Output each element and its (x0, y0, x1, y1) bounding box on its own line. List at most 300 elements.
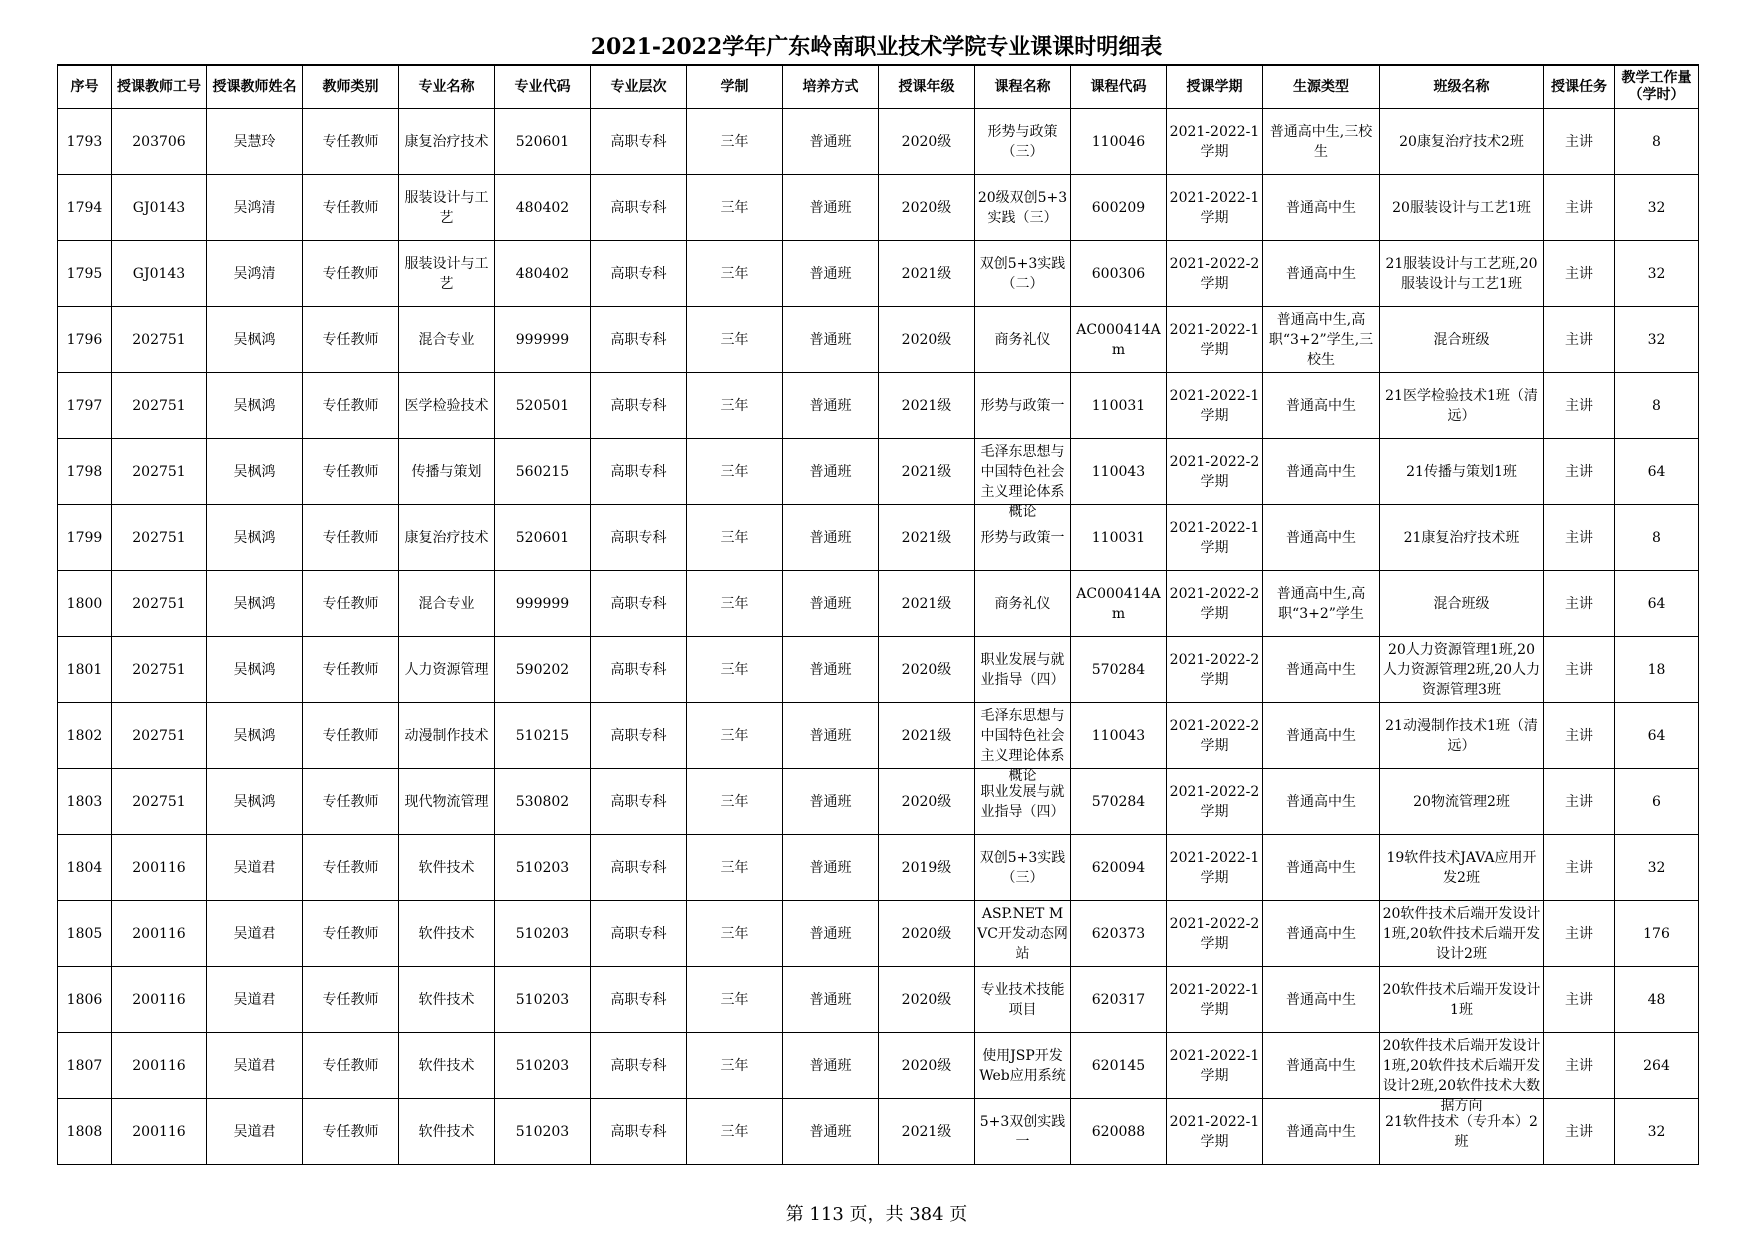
cell-duration (687, 703, 783, 769)
cell-teacher-name (207, 1099, 303, 1165)
cell-text: 510203 (515, 925, 570, 942)
cell-text: 1807 (66, 1057, 103, 1074)
cell-semester (1167, 439, 1263, 505)
cell-workload (1615, 769, 1699, 835)
cell-duration (687, 967, 783, 1033)
table-row (58, 439, 1699, 505)
cell-text: 形势与政策（三） (987, 123, 1058, 160)
cell-task (1544, 901, 1615, 967)
cell-text: 混合班级 (1433, 595, 1490, 612)
cell-teacher-name (207, 835, 303, 901)
cell-text: 高职专科 (610, 991, 667, 1008)
cell-teacher-name (207, 307, 303, 373)
cell-text: 2020级 (901, 991, 952, 1008)
cell-grade (879, 505, 975, 571)
cell-semester (1167, 109, 1263, 175)
cell-text: 2021级 (901, 397, 952, 414)
cell-course-code (1071, 571, 1167, 637)
cell-text: 高职专科 (610, 925, 667, 942)
cell-text: 高职专科 (610, 727, 667, 744)
cell-major-code (495, 967, 591, 1033)
cell-teacher-id (112, 373, 207, 439)
cell-major-name (399, 241, 495, 307)
cell-semester (1167, 1099, 1263, 1165)
table-row (58, 703, 1699, 769)
cell-text: 2021-2022-2学期 (1169, 915, 1260, 952)
cell-text: 1793 (66, 133, 103, 150)
cell-text: 2021-2022-2学期 (1169, 255, 1260, 292)
cell-teacher-name (207, 175, 303, 241)
cell-text: 康复治疗技术 (404, 133, 489, 150)
table-row (58, 769, 1699, 835)
cell-task (1544, 637, 1615, 703)
cell-duration (687, 571, 783, 637)
cell-teacher-id (112, 967, 207, 1033)
cell-student-source (1263, 769, 1380, 835)
cell-text: 三年 (720, 529, 749, 546)
cell-text: 1808 (66, 1123, 103, 1140)
cell-text: 专任教师 (322, 463, 379, 480)
cell-course-code (1071, 1033, 1167, 1099)
cell-text: 32 (1647, 859, 1666, 876)
cell-text: 18 (1647, 661, 1666, 678)
cell-text: 普通高中生,高职“3+2”学生,三校生 (1268, 311, 1374, 368)
cell-text: 三年 (720, 397, 749, 414)
cell-workload (1615, 439, 1699, 505)
table-row (58, 571, 1699, 637)
cell-text: 510203 (515, 859, 570, 876)
header-col-training-mode: 培养方式 (783, 65, 879, 109)
cell-class-name (1380, 241, 1544, 307)
cell-text: 202751 (132, 595, 186, 612)
cell-text: 2020级 (901, 331, 952, 348)
cell-text: 普通高中生 (1286, 661, 1356, 678)
cell-teacher-name (207, 571, 303, 637)
cell-text: 形势与政策一 (980, 529, 1065, 546)
cell-task (1544, 439, 1615, 505)
cell-duration (687, 505, 783, 571)
cell-workload (1615, 175, 1699, 241)
cell-major-code (495, 835, 591, 901)
cell-text: 6 (1652, 793, 1661, 810)
cell-text: 普通班 (809, 859, 852, 876)
cell-text: 普通高中生 (1286, 1057, 1356, 1074)
cell-text: 110043 (1091, 463, 1146, 480)
cell-text: 20人力资源管理1班,20人力资源管理2班,20人力资源管理3班 (1382, 641, 1541, 698)
cell-text: 202751 (132, 661, 186, 678)
cell-semester (1167, 505, 1263, 571)
cell-level (591, 1099, 687, 1165)
cell-text: 1797 (66, 397, 103, 414)
cell-course-code (1071, 373, 1167, 439)
cell-teacher-type (303, 307, 399, 373)
cell-training-mode (783, 901, 879, 967)
cell-text: 软件技术 (418, 991, 475, 1008)
cell-text: 普通高中生 (1286, 397, 1356, 414)
cell-text: 普通班 (809, 1057, 852, 1074)
cell-workload (1615, 241, 1699, 307)
cell-text: 主讲 (1565, 529, 1593, 546)
cell-student-source (1263, 1033, 1380, 1099)
cell-text: 2021-2022-1学期 (1169, 849, 1260, 886)
header-col-workload: 教学工作量（学时） (1615, 65, 1699, 109)
cell-text: 普通班 (809, 991, 852, 1008)
cell-text: 620373 (1091, 925, 1146, 942)
cell-training-mode (783, 241, 879, 307)
cell-training-mode (783, 175, 879, 241)
cell-text: 202751 (132, 529, 186, 546)
cell-student-source (1263, 373, 1380, 439)
cell-student-source (1263, 571, 1380, 637)
cell-teacher-id (112, 637, 207, 703)
cell-text: 620317 (1091, 991, 1146, 1008)
cell-text: 商务礼仪 (994, 331, 1051, 348)
cell-text: 专任教师 (322, 925, 379, 942)
cell-text: 专任教师 (322, 397, 379, 414)
cell-text: 普通高中生 (1286, 265, 1356, 282)
cell-text: 32 (1647, 331, 1666, 348)
cell-course-name (975, 835, 1071, 901)
cell-text: 510215 (515, 727, 570, 744)
cell-text: 2020级 (901, 793, 952, 810)
cell-text: 混合专业 (418, 331, 475, 348)
cell-text: 64 (1647, 595, 1666, 612)
cell-text: 202751 (132, 331, 186, 348)
cell-text: 2021级 (901, 265, 952, 282)
cell-text: 570284 (1091, 661, 1146, 678)
cell-text: 480402 (515, 265, 570, 282)
cell-teacher-type (303, 571, 399, 637)
cell-text: 双创5+3实践（二） (979, 255, 1066, 292)
cell-duration (687, 637, 783, 703)
cell-text: 2020级 (901, 1057, 952, 1074)
cell-teacher-type (303, 439, 399, 505)
cell-text: 三年 (720, 595, 749, 612)
cell-course-name (975, 703, 1071, 784)
cell-student-source (1263, 109, 1380, 175)
cell-text: 20服装设计与工艺1班 (1392, 199, 1531, 216)
cell-major-name (399, 175, 495, 241)
cell-training-mode (783, 769, 879, 835)
table-row (58, 373, 1699, 439)
cell-text: 1798 (66, 463, 103, 480)
cell-text: 混合专业 (418, 595, 475, 612)
cell-grade (879, 967, 975, 1033)
table-row (58, 637, 1699, 703)
cell-teacher-type (303, 637, 399, 703)
cell-text: 专任教师 (322, 133, 379, 150)
cell-course-name (975, 175, 1071, 241)
cell-text: 专任教师 (322, 991, 379, 1008)
cell-student-source (1263, 703, 1380, 769)
cell-text: 高职专科 (610, 265, 667, 282)
cell-text: 200116 (132, 925, 186, 942)
cell-text: 620094 (1091, 859, 1146, 876)
cell-text: 2021级 (901, 529, 952, 546)
cell-text: GJ0143 (132, 265, 186, 282)
cell-major-code (495, 571, 591, 637)
cell-teacher-id (112, 901, 207, 967)
cell-text: 软件技术 (418, 1123, 475, 1140)
cell-grade (879, 109, 975, 175)
cell-seq (58, 241, 112, 307)
cell-text: 吴道君 (233, 925, 276, 942)
cell-text: 吴鸿清 (233, 199, 276, 216)
cell-major-code (495, 637, 591, 703)
cell-duration (687, 241, 783, 307)
cell-course-code (1071, 505, 1167, 571)
cell-seq (58, 505, 112, 571)
cell-grade (879, 901, 975, 967)
cell-text: 主讲 (1565, 463, 1593, 480)
cell-text: 普通班 (809, 397, 852, 414)
cell-text: 吴枫鸿 (233, 397, 276, 414)
cell-duration (687, 901, 783, 967)
cell-semester (1167, 637, 1263, 703)
header-col-seq: 序号 (58, 65, 112, 109)
table-row (58, 835, 1699, 901)
cell-training-mode (783, 373, 879, 439)
cell-text: 高职专科 (610, 199, 667, 216)
cell-duration (687, 373, 783, 439)
cell-text: 主讲 (1565, 727, 1593, 744)
cell-text: 专任教师 (322, 529, 379, 546)
cell-text: 32 (1647, 199, 1666, 216)
cell-course-name (975, 373, 1071, 439)
cell-text: 三年 (720, 133, 749, 150)
cell-text: 21传播与策划1班 (1406, 463, 1517, 480)
cell-text: 21软件技术（专升本）2班 (1385, 1113, 1538, 1150)
cell-text: 2021-2022-1学期 (1169, 981, 1260, 1018)
cell-task (1544, 769, 1615, 835)
cell-text: 202751 (132, 793, 186, 810)
cell-teacher-type (303, 109, 399, 175)
cell-text: 专任教师 (322, 727, 379, 744)
cell-workload (1615, 901, 1699, 967)
cell-training-mode (783, 835, 879, 901)
cell-level (591, 637, 687, 703)
cell-text: 200116 (132, 1057, 186, 1074)
cell-text: 吴枫鸿 (233, 727, 276, 744)
cell-text: 普通班 (809, 793, 852, 810)
table-row (58, 175, 1699, 241)
cell-task (1544, 109, 1615, 175)
cell-text: 医学检验技术 (404, 397, 489, 414)
cell-training-mode (783, 505, 879, 571)
cell-semester (1167, 373, 1263, 439)
cell-grade (879, 637, 975, 703)
cell-text: 传播与策划 (411, 463, 482, 480)
cell-text: 202751 (132, 397, 186, 414)
cell-teacher-id (112, 703, 207, 769)
cell-duration (687, 769, 783, 835)
cell-text: 专任教师 (322, 859, 379, 876)
table-row (58, 901, 1699, 967)
cell-course-code (1071, 769, 1167, 835)
cell-level (591, 175, 687, 241)
cell-major-code (495, 109, 591, 175)
cell-text: 吴枫鸿 (233, 661, 276, 678)
cell-course-name (975, 571, 1071, 637)
cell-text: 20级双创5+3实践（三） (977, 189, 1068, 226)
cell-seq (58, 373, 112, 439)
cell-text: 110031 (1091, 397, 1146, 414)
cell-grade (879, 1099, 975, 1165)
cell-teacher-type (303, 175, 399, 241)
header-col-teacher-type: 教师类别 (303, 65, 399, 109)
cell-class-name (1380, 373, 1544, 439)
cell-major-code (495, 901, 591, 967)
cell-workload (1615, 637, 1699, 703)
cell-text: 职业发展与就业指导（四） (980, 651, 1065, 688)
cell-teacher-type (303, 769, 399, 835)
table-row (58, 1033, 1699, 1099)
cell-teacher-id (112, 1033, 207, 1099)
table-row (58, 307, 1699, 373)
cell-text: 吴枫鸿 (233, 463, 276, 480)
cell-text: GJ0143 (132, 199, 186, 216)
cell-course-code (1071, 637, 1167, 703)
cell-task (1544, 1033, 1615, 1099)
cell-major-code (495, 175, 591, 241)
cell-student-source (1263, 307, 1380, 373)
cell-grade (879, 307, 975, 373)
cell-text: 2021-2022-2学期 (1169, 651, 1260, 688)
cell-text: 高职专科 (610, 331, 667, 348)
cell-text: 480402 (515, 199, 570, 216)
cell-seq (58, 703, 112, 769)
cell-text: 普通高中生 (1286, 199, 1356, 216)
cell-text: 三年 (720, 793, 749, 810)
cell-duration (687, 109, 783, 175)
cell-teacher-name (207, 769, 303, 835)
cell-text: 1805 (66, 925, 103, 942)
cell-text: 2021-2022-1学期 (1169, 1113, 1260, 1150)
cell-major-name (399, 109, 495, 175)
cell-seq (58, 637, 112, 703)
cell-level (591, 307, 687, 373)
cell-major-name (399, 1033, 495, 1099)
cell-major-name (399, 439, 495, 505)
cell-major-name (399, 703, 495, 769)
cell-text: 203706 (132, 133, 186, 150)
cell-text: 三年 (720, 199, 749, 216)
cell-major-code (495, 241, 591, 307)
cell-text: 主讲 (1565, 991, 1593, 1008)
cell-major-code (495, 373, 591, 439)
cell-text: 2021级 (901, 463, 952, 480)
cell-class-name (1380, 637, 1544, 703)
cell-text: 520501 (515, 397, 570, 414)
cell-text: AC000414Am (1076, 585, 1161, 622)
cell-major-name (399, 373, 495, 439)
cell-student-source (1263, 439, 1380, 505)
cell-text: 1801 (66, 661, 103, 678)
cell-teacher-name (207, 901, 303, 967)
cell-task (1544, 241, 1615, 307)
cell-level (591, 967, 687, 1033)
cell-text: 专任教师 (322, 1057, 379, 1074)
cell-text: 三年 (720, 1057, 749, 1074)
cell-text: 普通班 (809, 727, 852, 744)
course-hours-table (57, 64, 1699, 1165)
cell-text: 吴道君 (233, 1057, 276, 1074)
cell-text: 三年 (720, 925, 749, 942)
cell-text: 吴枫鸿 (233, 595, 276, 612)
cell-workload (1615, 1099, 1699, 1165)
cell-text: 2021-2022-2学期 (1169, 585, 1260, 622)
cell-text: 20软件技术后端开发设计1班 (1382, 981, 1541, 1018)
cell-workload (1615, 373, 1699, 439)
cell-text: 600209 (1091, 199, 1146, 216)
cell-text: 48 (1647, 991, 1666, 1008)
cell-text: 202751 (132, 463, 186, 480)
cell-major-name (399, 1099, 495, 1165)
cell-text: 620088 (1091, 1123, 1146, 1140)
cell-major-name (399, 967, 495, 1033)
cell-seq (58, 1033, 112, 1099)
cell-grade (879, 175, 975, 241)
cell-text: 530802 (515, 793, 570, 810)
cell-teacher-id (112, 505, 207, 571)
cell-text: 普通班 (809, 199, 852, 216)
cell-teacher-type (303, 1099, 399, 1165)
cell-text: 主讲 (1565, 1123, 1593, 1140)
cell-text: 吴枫鸿 (233, 331, 276, 348)
cell-teacher-name (207, 505, 303, 571)
cell-text: 服装设计与工艺 (404, 189, 489, 226)
cell-text: 110043 (1091, 727, 1146, 744)
cell-class-name (1380, 703, 1544, 769)
cell-text: 主讲 (1565, 925, 1593, 942)
cell-grade (879, 835, 975, 901)
cell-text: 2021-2022-1学期 (1169, 387, 1260, 424)
cell-teacher-type (303, 1033, 399, 1099)
cell-duration (687, 1099, 783, 1165)
cell-text: 普通高中生,高职“3+2”学生 (1276, 585, 1366, 622)
cell-teacher-id (112, 109, 207, 175)
cell-text: 2019级 (901, 859, 952, 876)
cell-student-source (1263, 901, 1380, 967)
cell-level (591, 241, 687, 307)
cell-text: 吴道君 (233, 991, 276, 1008)
cell-grade (879, 439, 975, 505)
cell-workload (1615, 307, 1699, 373)
cell-text: 1806 (66, 991, 103, 1008)
cell-teacher-id (112, 1099, 207, 1165)
cell-major-name (399, 637, 495, 703)
cell-text: 510203 (515, 991, 570, 1008)
cell-text: 2021-2022-2学期 (1169, 453, 1260, 490)
table-body (58, 109, 1699, 1165)
cell-text: 软件技术 (418, 859, 475, 876)
cell-task (1544, 1099, 1615, 1165)
cell-text: 普通班 (809, 661, 852, 678)
cell-class-name (1380, 505, 1544, 571)
cell-seq (58, 439, 112, 505)
cell-student-source (1263, 175, 1380, 241)
cell-workload (1615, 1033, 1699, 1099)
cell-class-name (1380, 307, 1544, 373)
cell-duration (687, 439, 783, 505)
cell-course-name (975, 241, 1071, 307)
cell-text: 2021-2022-2学期 (1169, 783, 1260, 820)
cell-class-name (1380, 769, 1544, 835)
cell-text: 吴鸿清 (233, 265, 276, 282)
cell-text: 现代物流管理 (404, 793, 489, 810)
cell-student-source (1263, 967, 1380, 1033)
cell-semester (1167, 967, 1263, 1033)
